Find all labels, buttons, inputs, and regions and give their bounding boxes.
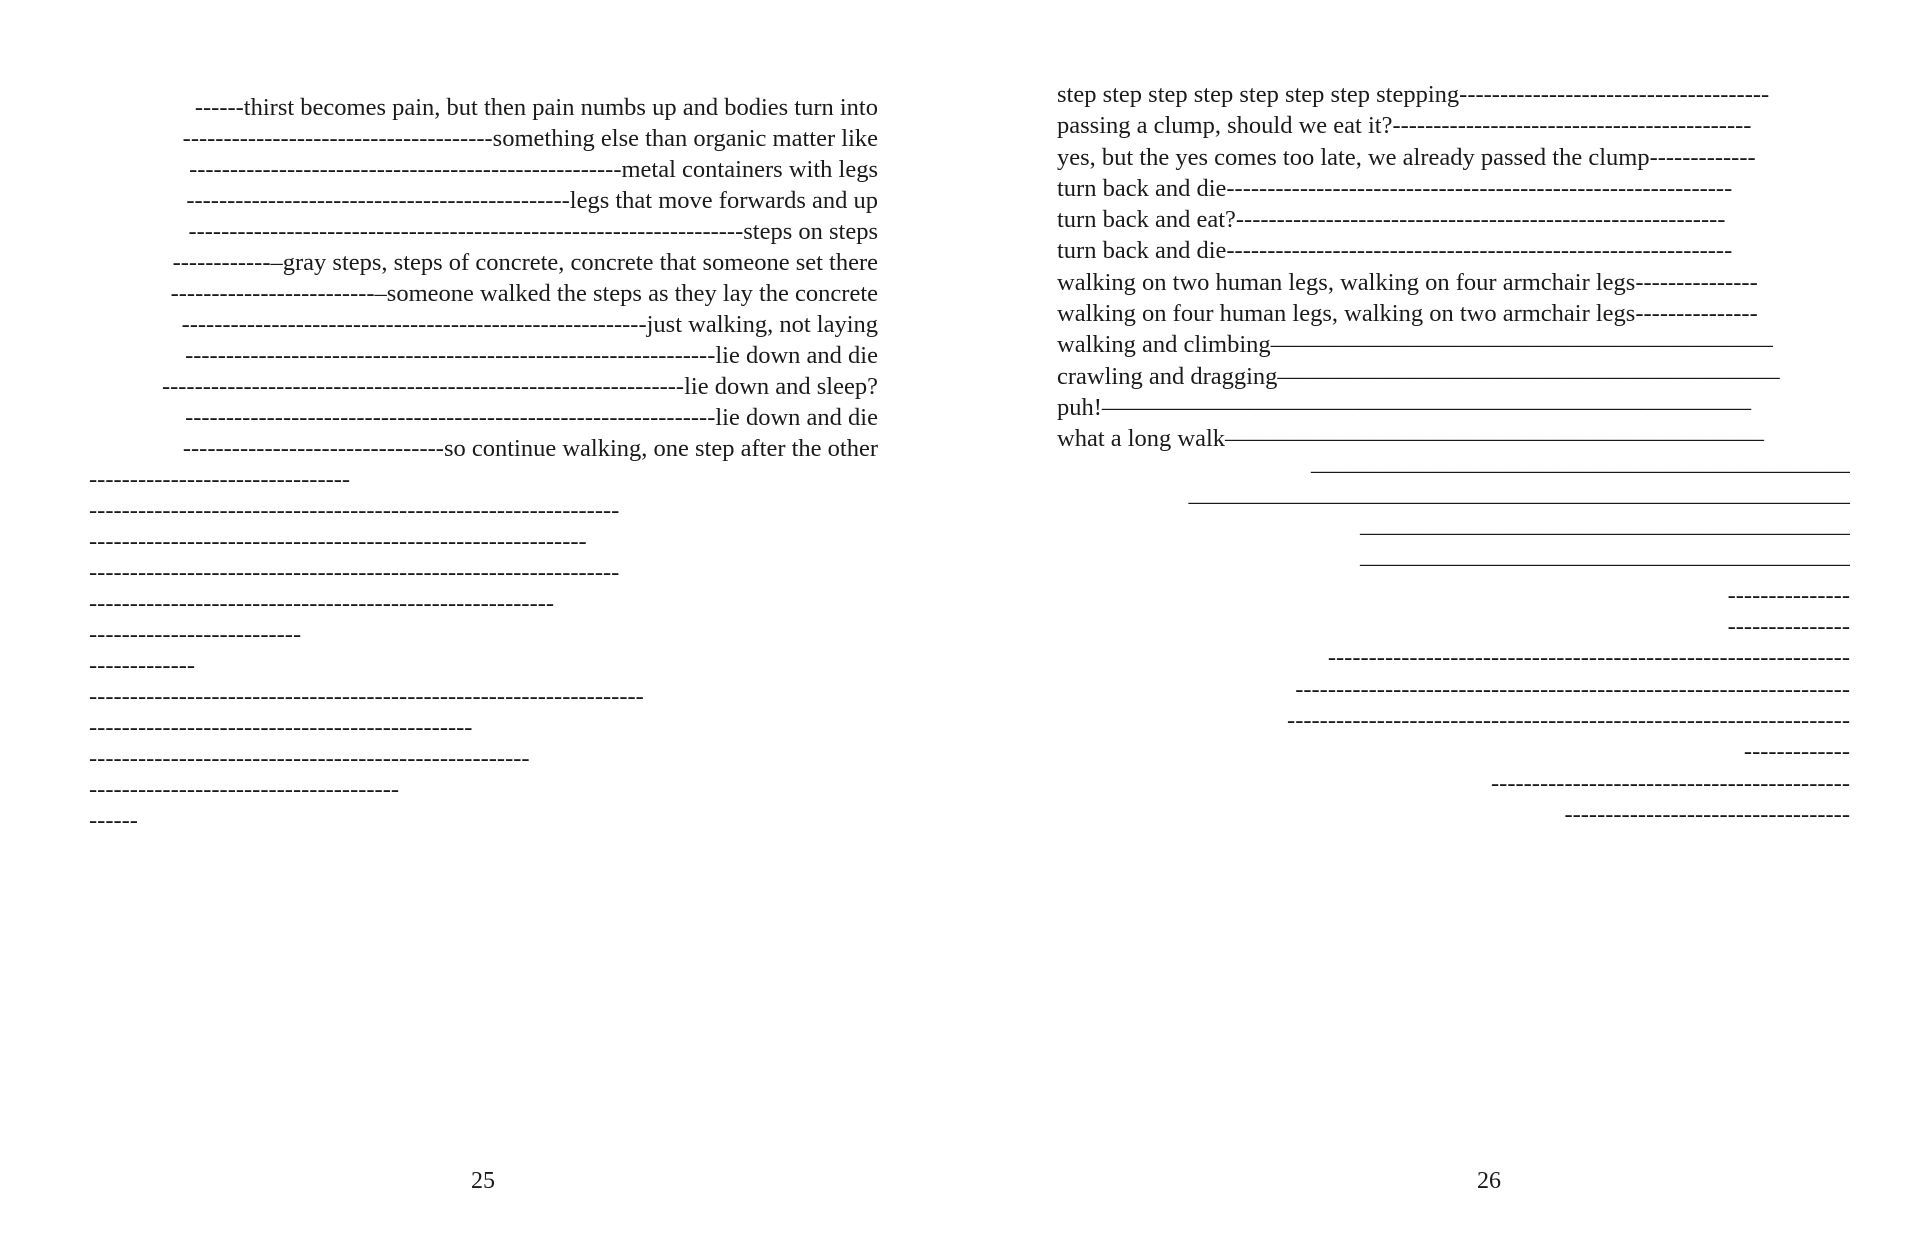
poem-line: --------------- bbox=[1727, 613, 1850, 641]
poem-line: -------------------------–someone walked the steps as they lay the concrete bbox=[170, 280, 878, 307]
poem-line: -----------------------------------------------legs that move forwards and up bbox=[186, 187, 878, 214]
poem-line: ------ bbox=[89, 807, 138, 834]
poem-line: turn back and eat?------------------------------------------------------------ bbox=[1057, 206, 1726, 234]
page-number-left: 25 bbox=[471, 1168, 495, 1194]
right-page bbox=[963, 0, 1927, 1247]
poem-line: ------------------------------------------------------------- bbox=[89, 528, 587, 555]
poem-line: ----------------------------------------------------------------- bbox=[89, 559, 620, 586]
poem-line: what a long walk–––––––––––––––––––––––––––––––––––––––––––– bbox=[1057, 425, 1765, 453]
poem-line: -----------------------------------------------------metal containers with legs bbox=[189, 156, 878, 183]
poem-line: -----------------------------------------------------------------lie down and die bbox=[185, 342, 878, 369]
poem-line: walking on two human legs, walking on four armchair legs--------------- bbox=[1057, 268, 1758, 296]
poem-line: --------------------------------------------------------------------steps on steps bbox=[188, 218, 878, 245]
poem-line: step step step step step step step stepping-------------------------------------- bbox=[1057, 81, 1770, 108]
left-page-poem bbox=[89, 92, 878, 836]
poem-line: ---------------------------------------------------------just walking, not laying bbox=[181, 311, 878, 338]
poem-line: ------------------------------------------------------ bbox=[89, 745, 530, 772]
poem-line: ----------------------------------- bbox=[1564, 800, 1850, 828]
poem-line: ------thirst becomes pain, but then pain numbs up and bodies turn into bbox=[194, 94, 878, 121]
poem-line: --------------------------------so continue walking, one step after the other bbox=[182, 435, 878, 462]
poem-line: ------------–gray steps, steps of concrete, concrete that someone set there bbox=[172, 249, 878, 276]
poem-line: –––––––––––––––––––––––––––––––––––––––––––––––––––––– bbox=[1188, 487, 1850, 515]
poem-line: ---------------------------------------------------------------- bbox=[1327, 644, 1850, 672]
poem-line: –––––––––––––––––––––––––––––––––––––––– bbox=[1360, 519, 1850, 547]
poem-line: -------------------------------------- bbox=[89, 776, 400, 803]
poem-line: ------------- bbox=[89, 652, 196, 679]
poem-line: turn back and die-------------------------------------------------------------- bbox=[1057, 174, 1733, 202]
poem-line: -------------------------------- bbox=[89, 466, 351, 493]
right-page-poem bbox=[1057, 79, 1850, 830]
poem-line: ------------- bbox=[1743, 738, 1850, 766]
poem-line: -----------------------------------------------------------------lie down and die bbox=[185, 404, 878, 431]
poem-line: ----------------------------------------------- bbox=[89, 714, 473, 741]
poem-line: ----------------------------------------------------------------- bbox=[89, 497, 620, 524]
poem-line: -------------------------------------------------------------------- bbox=[1295, 675, 1850, 703]
poem-line: walking and climbing––––––––––––––––––––––––––––––––––––––––– bbox=[1057, 331, 1773, 359]
poem-line: -------------------------------------------- bbox=[1491, 769, 1850, 797]
poem-line: crawling and dragging––––––––––––––––––––––––––––––––––––––––– bbox=[1057, 362, 1780, 390]
poem-line: –––––––––––––––––––––––––––––––––––––––––––– bbox=[1311, 456, 1850, 484]
poem-line: –––––––––––––––––––––––––––––––––––––––– bbox=[1360, 550, 1850, 578]
poem-line: --------------------------------------------------------- bbox=[89, 590, 555, 617]
poem-line: turn back and die-------------------------------------------------------------- bbox=[1057, 237, 1733, 265]
poem-line: puh!––––––––––––––––––––––––––––––––––––––––––––––––––––– bbox=[1057, 393, 1752, 421]
poem-line: -------------------------- bbox=[89, 621, 302, 648]
page-number-right: 26 bbox=[1477, 1168, 1501, 1194]
left-page bbox=[0, 0, 963, 1247]
poem-line: --------------- bbox=[1727, 581, 1850, 609]
poem-line: -------------------------------------------------------------------- bbox=[89, 683, 644, 710]
poem-line: passing a clump, should we eat it?-------------------------------------------- bbox=[1057, 112, 1752, 140]
poem-line: --------------------------------------------------------------------- bbox=[1287, 706, 1850, 734]
poem-line: walking on four human legs, walking on two armchair legs--------------- bbox=[1057, 300, 1758, 328]
poem-line: ----------------------------------------------------------------lie down and sleep? bbox=[161, 373, 878, 400]
poem-line: --------------------------------------something else than organic matter like bbox=[182, 125, 878, 152]
poem-line: yes, but the yes comes too late, we already passed the clump------------- bbox=[1057, 143, 1756, 171]
